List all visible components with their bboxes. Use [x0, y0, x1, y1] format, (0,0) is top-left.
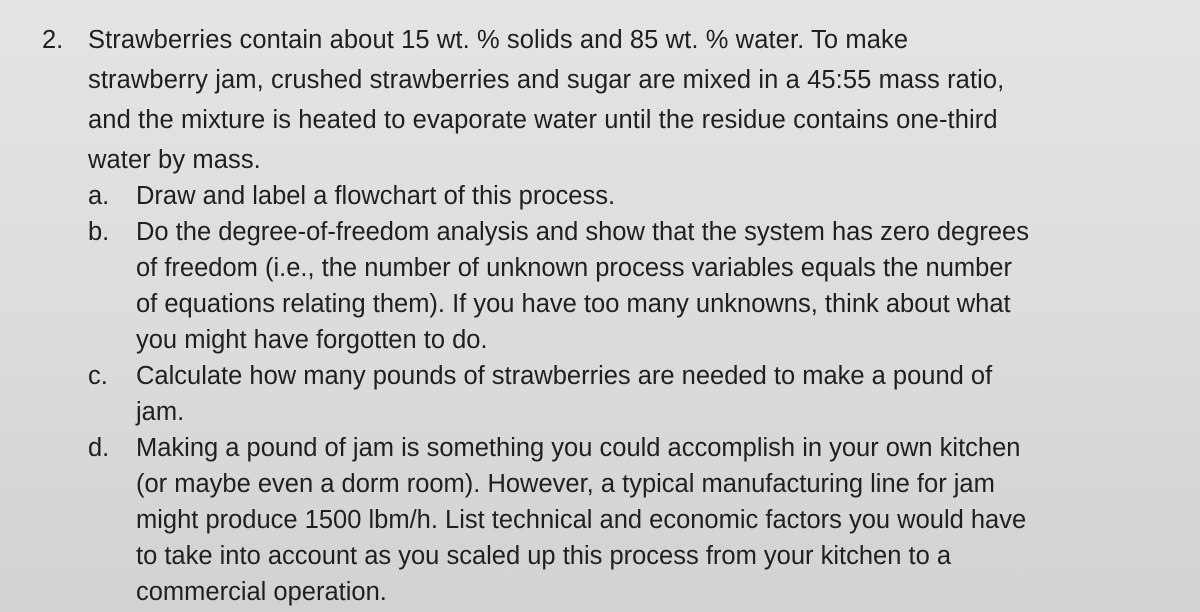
part-line: you might have forgotten to do.: [136, 326, 488, 354]
part-b: [88, 214, 1122, 358]
part-line: jam.: [136, 398, 185, 426]
part-line: might produce 1500 lbm/h. List technical and economic factors you would have: [136, 506, 1027, 534]
part-line: Calculate how many pounds of strawberries are needed to make a pound of: [136, 362, 993, 390]
part-text: [136, 358, 1122, 430]
part-line: of equations relating them). If you have too many unknowns, think about what: [136, 290, 1011, 318]
part-text: [136, 430, 1122, 610]
part-letter: a.: [88, 182, 110, 210]
part-text: [136, 178, 1122, 214]
part-letter: b.: [88, 218, 110, 246]
problem-number: 2.: [42, 26, 64, 54]
problem-2: [42, 20, 1122, 610]
stem-line: and the mixture is heated to evaporate water until the residue contains one-third: [88, 106, 998, 134]
part-letter: c.: [88, 362, 108, 390]
part-d: [88, 430, 1122, 610]
part-c: [88, 358, 1122, 430]
part-line: Do the degree-of-freedom analysis and show that the system has zero degrees: [136, 218, 1029, 246]
part-letter: d.: [88, 434, 110, 462]
problem-stem: [42, 20, 1122, 180]
stem-line: strawberry jam, crushed strawberries and sugar are mixed in a 45:55 mass ratio,: [88, 66, 1005, 94]
part-line: of freedom (i.e., the number of unknown process variables equals the number: [136, 254, 1012, 282]
problem-stem-text: [88, 20, 1122, 180]
problem-parts: [88, 178, 1122, 610]
stem-line: water by mass.: [88, 146, 261, 174]
stem-line: Strawberries contain about 15 wt. % solids and 85 wt. % water. To make: [88, 26, 909, 54]
part-line: (or maybe even a dorm room). However, a typical manufacturing line for jam: [136, 470, 995, 498]
part-a: [88, 178, 1122, 214]
part-text: [136, 214, 1122, 358]
part-line: commercial operation.: [136, 578, 387, 606]
part-line: Draw and label a flowchart of this process.: [136, 182, 616, 210]
part-line: to take into account as you scaled up this process from your kitchen to a: [136, 542, 952, 570]
part-line: Making a pound of jam is something you could accomplish in your own kitchen: [136, 434, 1021, 462]
